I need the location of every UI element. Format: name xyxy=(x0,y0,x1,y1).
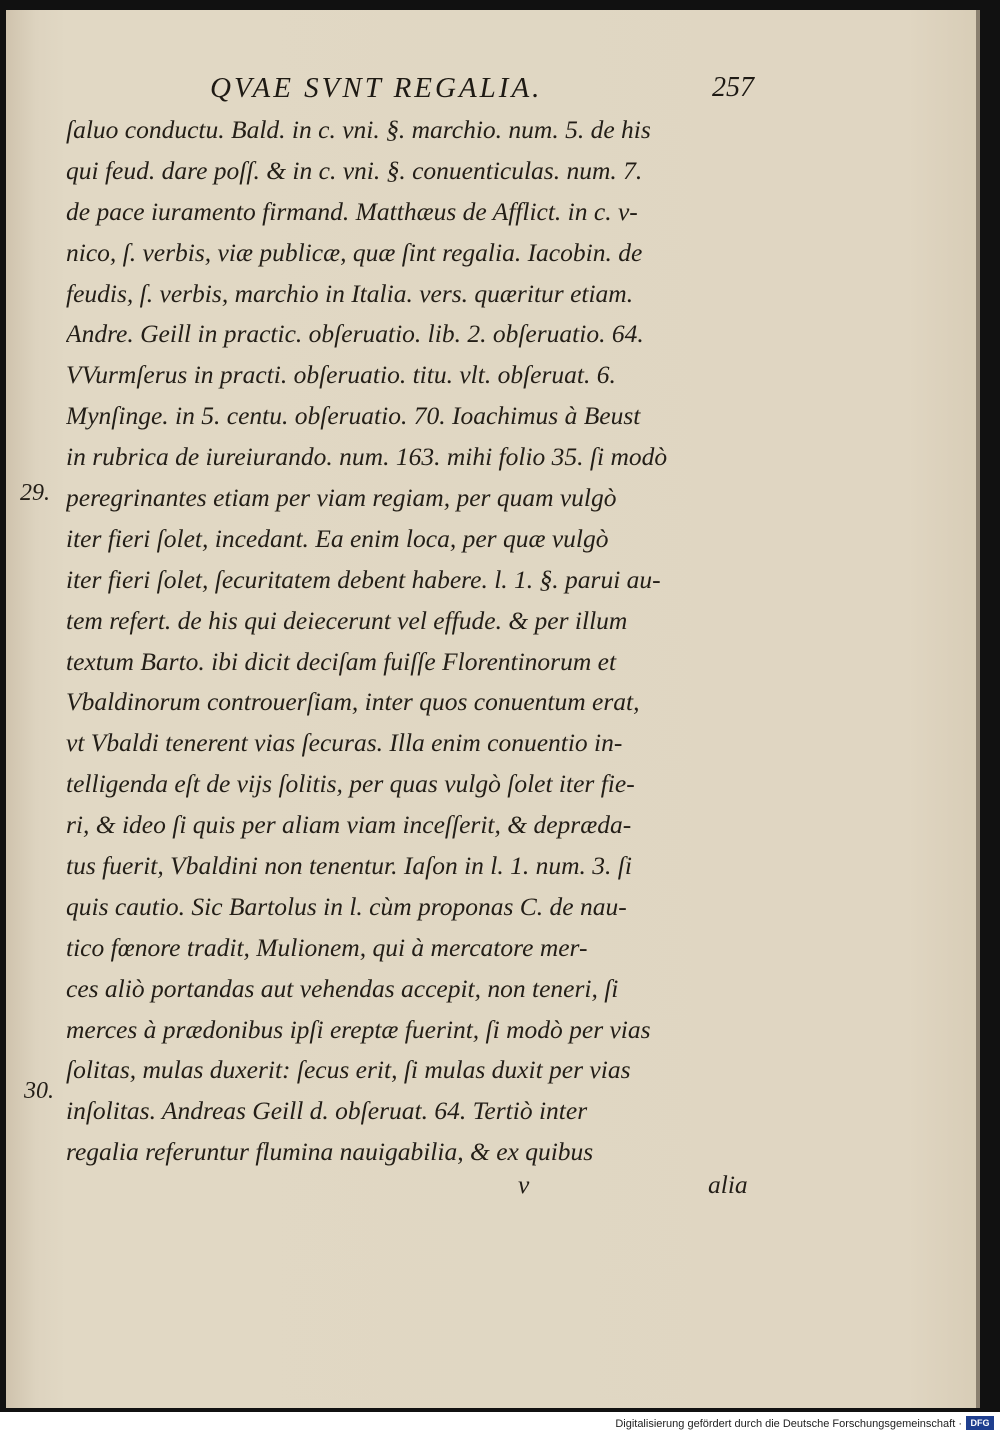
text-line: iter fieri ſolet, incedant. Ea enim loca, per quæ vulgò xyxy=(66,523,609,553)
page-number: 257 xyxy=(712,72,754,103)
text-line: quis cautio. Sic Bartolus in l. cùm proponas C. de nau- xyxy=(66,891,627,921)
text-line: nico, ſ. verbis, viæ publicæ, quæ ſint regalia. Iacobin. de xyxy=(66,237,643,267)
funding-credit: Digitalisierung gefördert durch die Deutsche Forschungsgemeinschaft · xyxy=(615,1418,962,1430)
text-line: Mynſinge. in 5. centu. obſeruatio. 70. Ioachimus à Beust xyxy=(66,401,641,431)
dfg-logo: DFG xyxy=(966,1416,994,1430)
margin-number-30: 30. xyxy=(24,1078,54,1104)
text-line: de pace iuramento firmand. Matthæus de Afflict. in c. v- xyxy=(66,196,638,226)
text-line: ſolitas, mulas duxerit: ſecus erit, ſi mulas duxit per vias xyxy=(66,1055,631,1085)
text-line: peregrinantes etiam per viam regiam, per quam vulgò xyxy=(66,483,617,513)
margin-number-29: 29. xyxy=(20,480,50,506)
text-line: vt Vbaldi tenerent vias ſecuras. Illa enim conuentio in- xyxy=(66,728,623,758)
text-line: ſaluo conductu. Bald. in c. vni. §. marchio. num. 5. de his xyxy=(66,115,651,144)
text-line: telligenda eſt de vijs ſolitis, per quas vulgò ſolet iter fie- xyxy=(66,769,635,799)
text-line: VVurmſerus in practi. obſeruatio. titu. vlt. obſeruat. 6. xyxy=(66,360,616,390)
running-head: QVAE SVNT REGALIA. xyxy=(210,72,543,104)
text-line: textum Barto. ibi dicit deciſam fuiſſe Florentinorum et xyxy=(66,646,617,676)
text-line: Andre. Geill in practic. obſeruatio. lib. 2. obſeruatio. 64. xyxy=(66,319,644,349)
body-text xyxy=(66,110,766,1173)
text-line: iter fieri ſolet, ſecuritatem debent habere. l. 1. §. parui au- xyxy=(66,564,661,594)
text-line: tico fœnore tradit, Mulionem, qui à mercatore mer- xyxy=(66,932,588,962)
text-line: ces aliò portandas aut vehendas accepit, non teneri, ſi xyxy=(66,973,619,1003)
text-line: feudis, ſ. verbis, marchio in Italia. vers. quæritur etiam. xyxy=(66,278,634,308)
catchword-left: v xyxy=(518,1170,530,1199)
catchword-right: alia xyxy=(708,1170,748,1199)
text-line: in rubrica de iureiurando. num. 163. mihi folio 35. ſi modò xyxy=(66,442,668,472)
text-line: Vbaldinorum controuerſiam, inter quos conuentum erat, xyxy=(66,687,640,717)
text-line: inſolitas. Andreas Geill d. obſeruat. 64. Tertiò inter xyxy=(66,1096,588,1126)
text-line: tem refert. de his qui deiecerunt vel effude. & per illum xyxy=(66,605,628,635)
text-line: tus fuerit, Vbaldini non tenentur. Iaſon in l. 1. num. 3. ſi xyxy=(66,851,632,881)
page-edge xyxy=(976,10,980,1408)
text-line: ri, & ideo ſi quis per aliam viam inceſſerit, & depræda- xyxy=(66,810,632,840)
text-line: merces à prædonibus ipſi ereptæ fuerint, ſi modò per vias xyxy=(66,1014,651,1044)
text-line: qui feud. dare poſſ. & in c. vni. §. conuenticulas. num. 7. xyxy=(66,155,643,185)
text-line: regalia referuntur flumina nauigabilia, & ex quibus xyxy=(66,1137,594,1167)
